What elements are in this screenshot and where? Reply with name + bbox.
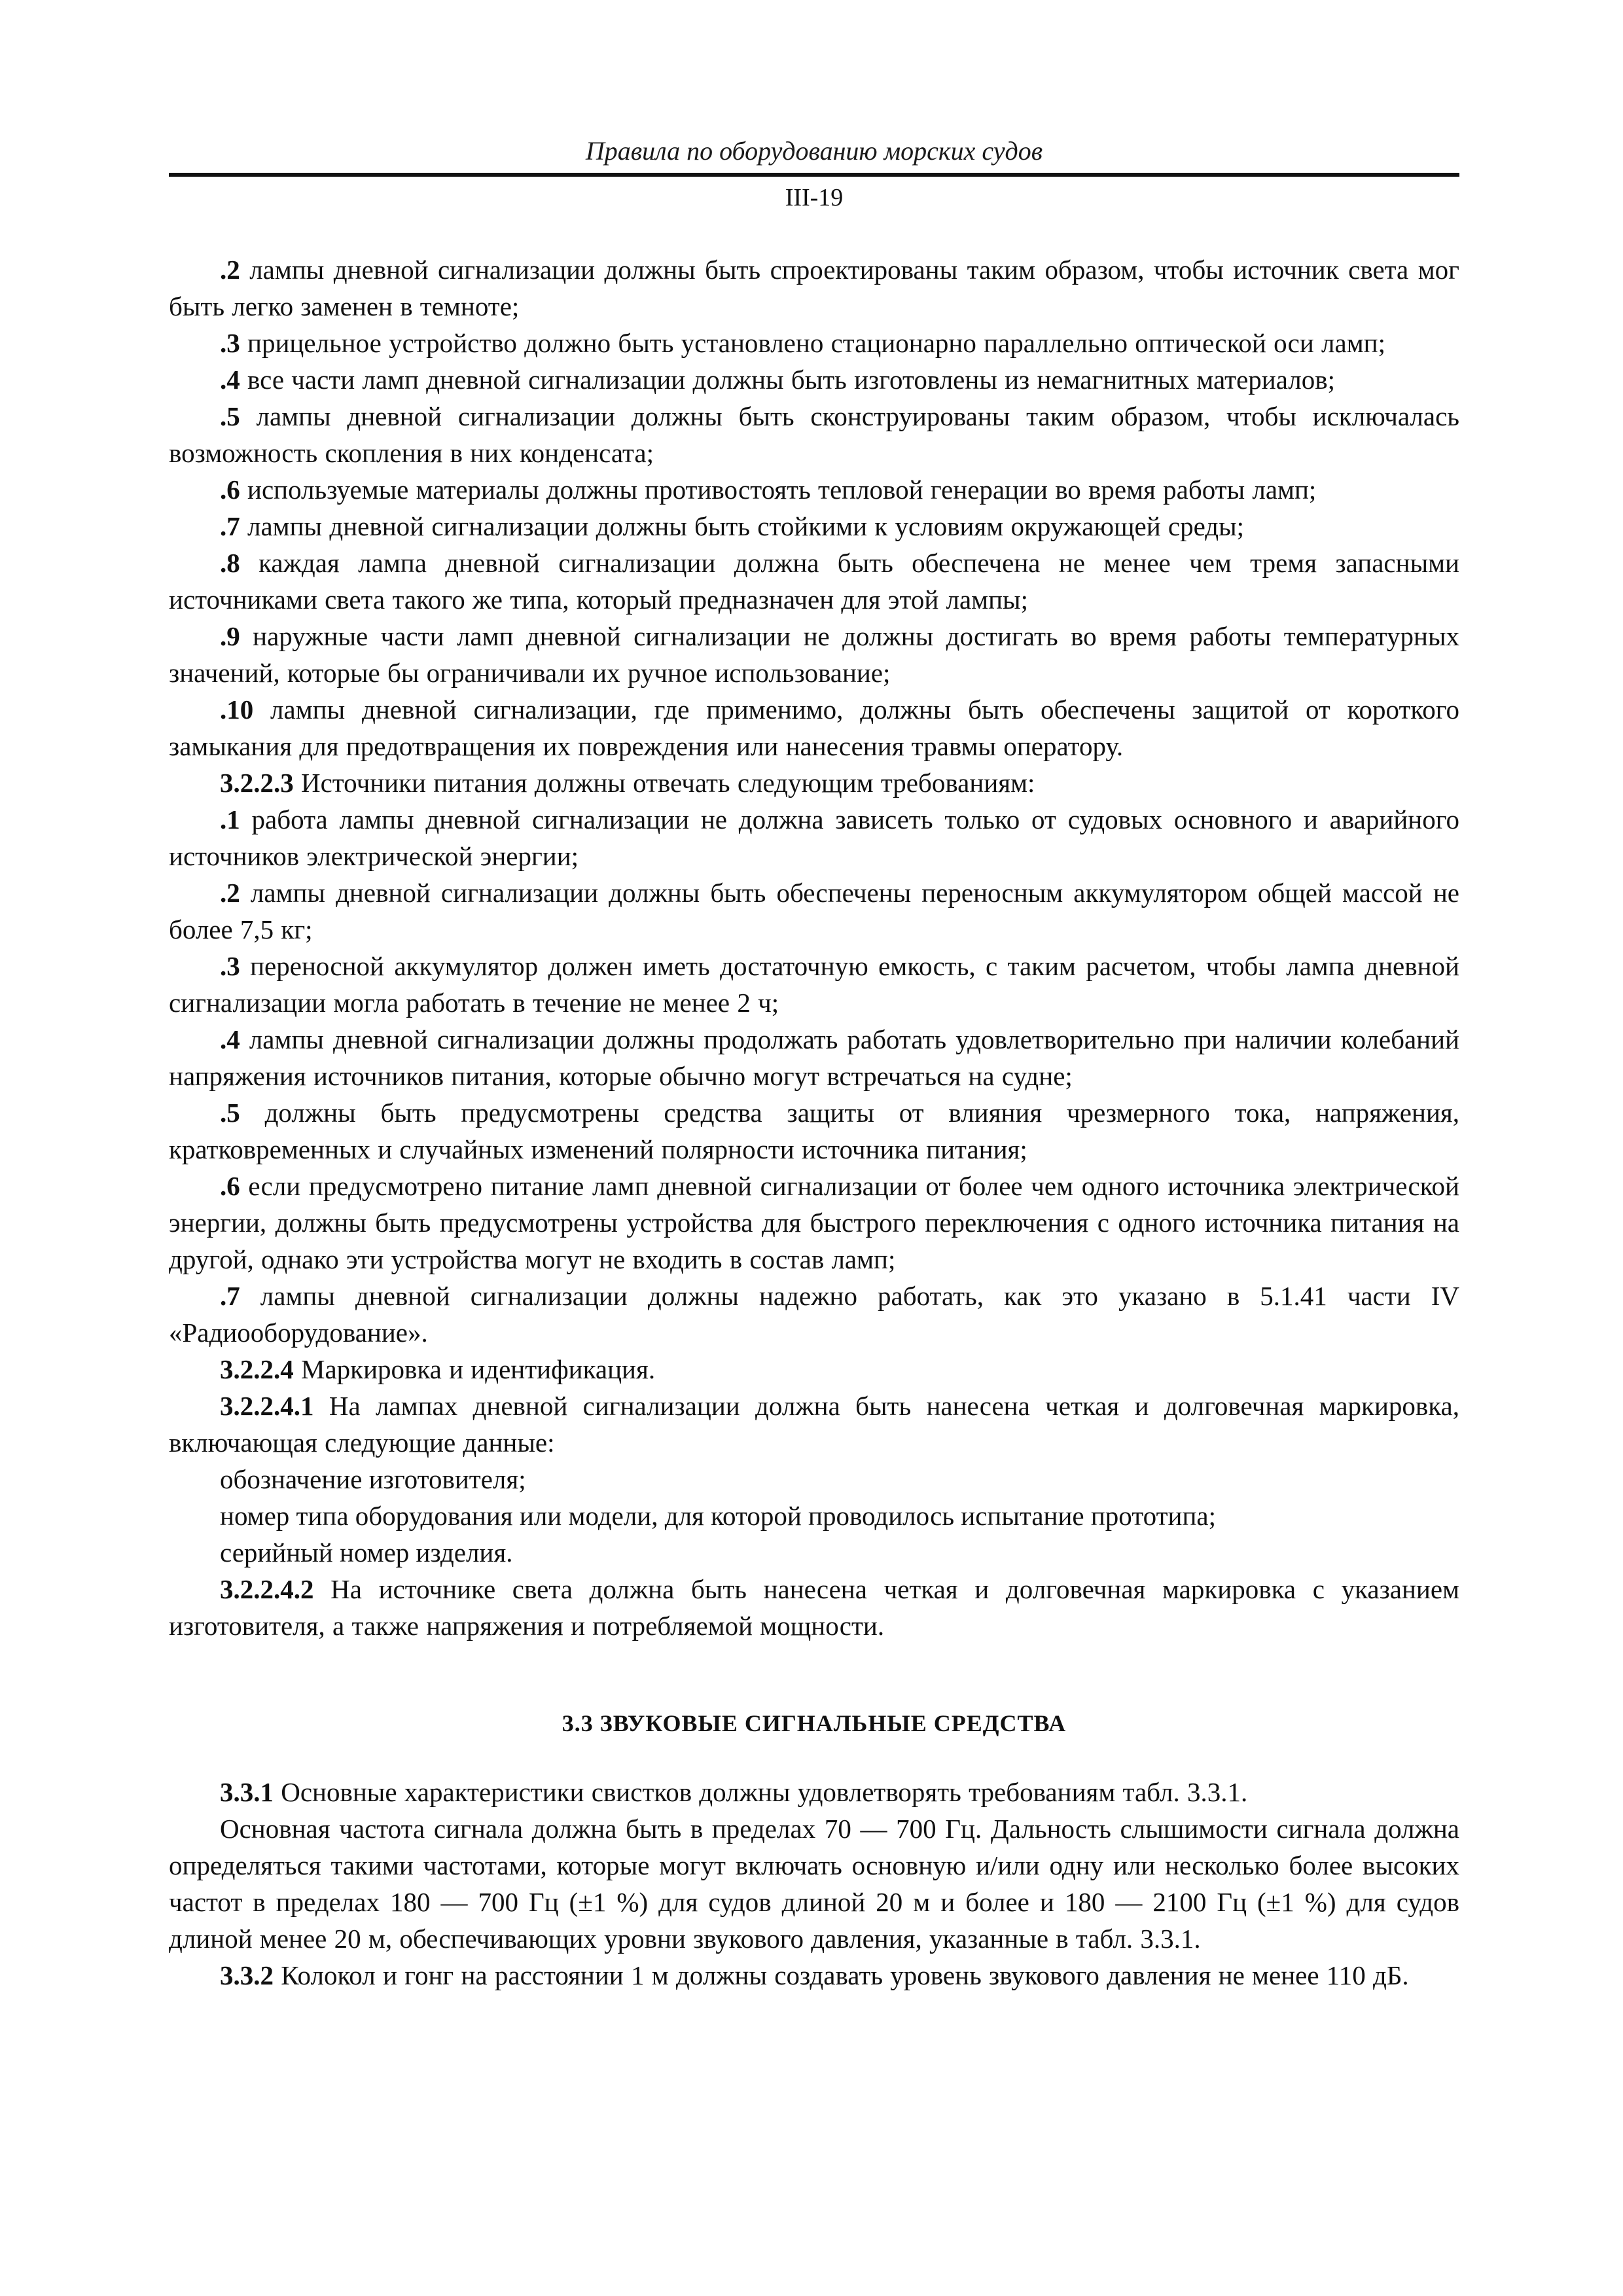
- clause-number: 3.2.2.4.1: [220, 1391, 314, 1421]
- paragraph: [169, 1094, 1459, 1168]
- clause-text: переносной аккумулятор должен иметь достаточную емкость, с таким расчетом, чтобы лампа дневной сигнализации могла работать в течение не менее 2 ч;: [169, 951, 1459, 1018]
- paragraph: [169, 1168, 1459, 1278]
- clause-number: .2: [220, 878, 240, 908]
- paragraph: [169, 1021, 1459, 1094]
- paragraph: [169, 508, 1459, 545]
- clause-number: .3: [220, 328, 240, 358]
- paragraph: [169, 1571, 1459, 1644]
- paragraph: [169, 618, 1459, 691]
- marking-item: номер типа оборудования или модели, для которой проводилось испытание прототипа;: [220, 1501, 1216, 1531]
- paragraph: [169, 325, 1459, 361]
- clause-number: 3.2.2.4: [220, 1354, 294, 1384]
- paragraph: [169, 1278, 1459, 1351]
- running-title: Правила по оборудованию морских судов: [585, 136, 1043, 166]
- clause-number: .8: [220, 548, 240, 578]
- clause-text: На источнике света должна быть нанесена четкая и долговечная маркировка с указанием изготовителя, а также напряжения и потребляемой мощности.: [169, 1574, 1459, 1641]
- paragraph: [169, 1351, 1459, 1388]
- document-body: [169, 251, 1459, 1994]
- clause-text: На лампах дневной сигнализации должна быть нанесена четкая и долговечная маркировка, включающая следующие данные:: [169, 1391, 1459, 1458]
- clause-text: лампы дневной сигнализации должны надежно работать, как это указано в 5.1.41 части IV «Радиооборудование».: [169, 1281, 1459, 1348]
- header-rule: [169, 173, 1459, 177]
- clause-number: .10: [220, 694, 254, 725]
- clause-number: .4: [220, 1024, 240, 1054]
- paragraph: [169, 1774, 1459, 1810]
- paragraph: [169, 1810, 1459, 1957]
- clause-text: Основная частота сигнала должна быть в пределах 70 — 700 Гц. Дальность слышимости сигнала должна определяться такими частотами, которые могут включать основную и/или одну или несколько более высоких частот в пределах 180 — 700 Гц (±1 %) для судов длиной 20 м и более и 180 — 2100 Гц (±1 %) для судов длиной менее 20 м, обеспечивающих уровни звукового давления, указанные в табл. 3.3.1.: [169, 1814, 1459, 1954]
- clause-number: 3.3.2: [220, 1960, 274, 1990]
- paragraph: [169, 801, 1459, 874]
- clause-number: .4: [220, 365, 240, 395]
- paragraph: [169, 948, 1459, 1021]
- paragraph: [169, 691, 1459, 764]
- clause-text: наружные части ламп дневной сигнализации не должны достигать во время работы температурных значений, которые бы ограничивали их ручное использование;: [169, 621, 1459, 688]
- marking-item: обозначение изготовителя;: [220, 1464, 526, 1494]
- clause-text: Основные характеристики свистков должны удовлетворять требованиям табл. 3.3.1.: [274, 1777, 1248, 1807]
- page-header: [169, 135, 1459, 213]
- clause-text: лампы дневной сигнализации должны быть стойкими к условиям окружающей среды;: [240, 511, 1245, 541]
- clause-text: лампы дневной сигнализации должны быть сконструированы таким образом, чтобы исключалась возможность скопления в них конденсата;: [169, 401, 1459, 468]
- clause-number: 3.3.1: [220, 1777, 274, 1807]
- marking-item: серийный номер изделия.: [220, 1537, 513, 1568]
- clause-text: лампы дневной сигнализации должны быть обеспечены переносным аккумулятором общей массой не более 7,5 кг;: [169, 878, 1459, 944]
- paragraph: [169, 545, 1459, 618]
- paragraph: [169, 361, 1459, 398]
- paragraph: [169, 398, 1459, 471]
- clause-text: лампы дневной сигнализации, где применимо, должны быть обеспечены защитой от короткого замыкания для предотвращения их повреждения или нанесения травмы оператору.: [169, 694, 1459, 761]
- clause-number: .9: [220, 621, 240, 651]
- clause-number: .5: [220, 1098, 240, 1128]
- clause-text: используемые материалы должны противостоять тепловой генерации во время работы ламп;: [240, 475, 1317, 505]
- clause-number: 3.2.2.4.2: [220, 1574, 314, 1604]
- paragraph: [169, 471, 1459, 508]
- clause-text: работа лампы дневной сигнализации не должна зависеть только от судовых основного и аварийного источников электрической энергии;: [169, 804, 1459, 871]
- clause-text: прицельное устройство должно быть установлено стационарно параллельно оптической оси ламп;: [240, 328, 1385, 358]
- clause-number: .3: [220, 951, 240, 981]
- clause-text: все части ламп дневной сигнализации должны быть изготовлены из немагнитных материалов;: [240, 365, 1335, 395]
- clause-text: должны быть предусмотрены средства защиты от влияния чрезмерного тока, напряжения, кратковременных и случайных изменений полярности источника питания;: [169, 1098, 1459, 1164]
- clause-number: .7: [220, 511, 240, 541]
- paragraph: [169, 251, 1459, 325]
- clause-number: .6: [220, 475, 240, 505]
- clause-number: .2: [220, 255, 240, 285]
- clause-number: .7: [220, 1281, 240, 1311]
- paragraph: [169, 874, 1459, 948]
- clause-text: Источники питания должны отвечать следующим требованиям:: [293, 768, 1035, 798]
- clause-text: лампы дневной сигнализации должны продолжать работать удовлетворительно при наличии колебаний напряжения источников питания, которые обычно могут встречаться на судне;: [169, 1024, 1459, 1091]
- paragraph: [169, 1388, 1459, 1461]
- section-heading: 3.3 ЗВУКОВЫЕ СИГНАЛЬНЫЕ СРЕДСТВА: [562, 1710, 1067, 1736]
- clause-text: если предусмотрено питание ламп дневной сигнализации от более чем одного источника электрической энергии, должны быть предусмотрены устройства для быстрого переключения с одного источника питания на другой, однако эти устройства могут не входить в состав ламп;: [169, 1171, 1459, 1274]
- clause-number: .6: [220, 1171, 240, 1201]
- clause-text: лампы дневной сигнализации должны быть спроектированы таким образом, чтобы источник света мог быть легко заменен в темноте;: [169, 255, 1459, 321]
- clause-text: Колокол и гонг на расстоянии 1 м должны создавать уровень звукового давления не менее 110 дБ.: [274, 1960, 1409, 1990]
- page-number: III-19: [785, 184, 844, 211]
- clause-number: .1: [220, 804, 240, 834]
- paragraph: [169, 1957, 1459, 1994]
- clause-text: Маркировка и идентификация.: [293, 1354, 656, 1384]
- clause-number: 3.2.2.3: [220, 768, 294, 798]
- clause-number: .5: [220, 401, 240, 431]
- clause-text: каждая лампа дневной сигнализации должна быть обеспечена не менее чем тремя запасными источниками света такого же типа, который предназначен для этой лампы;: [169, 548, 1459, 615]
- paragraph: [169, 764, 1459, 801]
